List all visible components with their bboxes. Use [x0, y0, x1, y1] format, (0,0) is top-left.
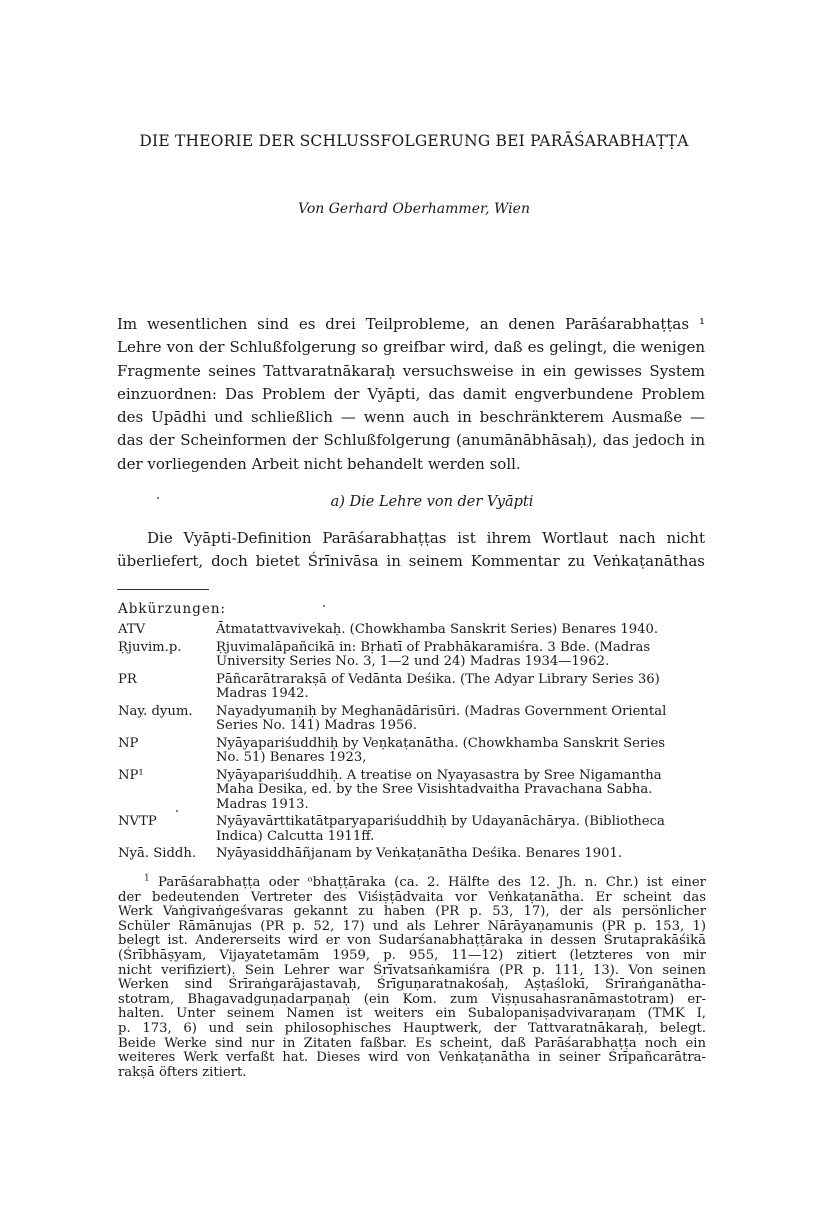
footnote-marker: 1: [144, 873, 150, 884]
footnote-line: stotram, Bhagavadguṇadarpaṇaḥ (ein Kom. zum Viṣṇusahasranāmastotram) er-: [118, 991, 706, 1007]
section-line: Die Vyāpti-Definition Parāśarabhaṭṭas ist ihrem Wortlaut nach nicht: [147, 529, 705, 547]
abbreviations-list: [118, 623, 708, 865]
intro-line: Lehre von der Schlußfolgerung so greifbar wird, daß es gelingt, die wenigen: [117, 338, 705, 357]
abbreviation-key: Nay. dyum.: [118, 703, 193, 719]
footnote-line: p. 173, 6) und sein philosophisches Hauptwerk, der Tattvaratnākaraḥ, belegt.: [118, 1020, 706, 1036]
abbreviation-entry: [118, 769, 708, 813]
abbreviation-key: Nyā. Siddh.: [118, 846, 197, 861]
abbreviation-text: Maha Desika, ed. by the Sree Visishtadvaitha Pravachana Sabha.: [216, 782, 653, 797]
author-line: Von Gerhard Oberhammer, Wien: [298, 201, 530, 217]
footnote-line: $^1$ Parāśarabhaṭṭa oder ᵒbhaṭṭāraka (ca. 2. Hälfte des 12. Jh. n. Chr.) ist einer: [144, 873, 706, 890]
abbreviation-key: NP: [118, 735, 139, 751]
print-speck: [176, 810, 178, 812]
abbreviation-text: Ātmatattvavivekaḥ. (Chowkhamba Sanskrit Series) Benares 1940.: [216, 622, 659, 637]
footnote-divider: [117, 589, 209, 590]
abbreviation-text: Nayadyumaṇiḥ by Meghanādārisūri. (Madras Government Oriental: [216, 703, 667, 719]
section-heading: a) Die Lehre von der Vyāpti: [330, 494, 534, 510]
abbreviation-key: NVTP: [118, 814, 157, 829]
footnote-line: Werken sind Śrīraṅgarājastavaḥ, Śrīguṇaratnakośaḥ, Aṣṭaślokī, Śrīraṅganātha-: [118, 977, 706, 993]
footnote-line: Beide Werke sind nur in Zitaten faßbar. Es scheint, daß Parāśarabhaṭṭa noch ein: [118, 1035, 706, 1051]
footnote-line: halten. Unter seinem Namen ist weiters ein Subalopaniṣadvivaraṇam (TMK I,: [118, 1006, 706, 1022]
abbreviation-key: ATV: [118, 622, 146, 637]
abbreviation-text: Nyāyasiddhāñjanam by Veṅkaṭanātha Deśika. Benares 1901.: [216, 846, 623, 861]
footnote-line: der bedeutenden Vertreter des Viśiṣṭādvaita vor Veṅkaṭanātha. Er scheint das: [118, 889, 706, 905]
abbreviations-heading: Abkürzungen:: [118, 601, 227, 617]
abbreviation-entry: [118, 815, 708, 844]
footnote-line: nicht verifiziert). Sein Lehrer war Śrīvatsaṅkamiśra (PR p. 111, 13). Von seinen: [118, 962, 706, 978]
footnote-line: Schüler Rāmānujas (PR p. 52, 17) und als Lehrer Nārāyaṇamunis (PR p. 153, 1): [118, 918, 706, 934]
intro-line: einzuordnen: Das Problem der Vyāpti, das damit engverbundene Problem: [117, 384, 705, 403]
abbreviation-text: Nyāyapariśuddhiḥ by Veṇkaṭanātha. (Chowkhamba Sanskrit Series: [216, 735, 666, 751]
abbreviation-entry: [118, 705, 708, 734]
print-speck: [323, 605, 325, 607]
intro-line: Fragmente seines Tattvaratnākaraḥ versuchsweise in ein gewisses System: [117, 361, 705, 380]
abbreviation-text: Madras 1913.: [216, 796, 309, 812]
abbreviation-text: Nyāyavārttikatātparyapariśuddhiḥ by Udayanāchārya. (Bibliotheca: [216, 814, 665, 829]
section-paragraph: [117, 527, 705, 574]
intro-line: Im wesentlichen sind es drei Teilprobleme, an denen Parāśarabhaṭṭas ¹: [117, 315, 705, 333]
abbreviation-entry: [118, 641, 708, 670]
abbreviation-key: PR: [118, 671, 137, 687]
abbreviation-text: Series No. 141) Madras 1956.: [216, 718, 417, 733]
abbreviation-text: Nyāyapariśuddhiḥ. A treatise on Nyayasastra by Sree Nigamantha: [216, 767, 662, 783]
abbreviation-text: Indica) Calcutta 1911ff.: [216, 828, 375, 844]
intro-line: der vorliegenden Arbeit nicht behandelt werden soll.: [117, 454, 521, 473]
footnote-line: belegt ist. Andererseits wird er von Sudarśanabhaṭṭāraka in dessen Śrutaprakāśikā: [118, 933, 706, 949]
footnote-line: weiteres Werk verfaßt hat. Dieses wird von Veṅkaṭanātha in seiner Śrīpañcarātra-: [118, 1050, 706, 1066]
abbreviation-key: NP¹: [118, 767, 144, 783]
print-speck: [157, 497, 159, 499]
intro-paragraph: [117, 313, 705, 476]
abbreviation-key: Ṛjuvim.p.: [118, 639, 182, 655]
abbreviation-text: Pāñcarātrarakṣā of Vedānta Deśika. (The Adyar Library Series 36): [216, 671, 660, 687]
abbreviation-entry: [118, 737, 708, 766]
abbreviation-text: No. 51) Benares 1923,: [216, 750, 367, 765]
footnote-line: (Śrībhāṣyam, Vijayatetamām 1959, p. 955, 11—12) zitiert (letzteres von mir: [118, 947, 706, 963]
footnote-line: rakṣā öfters zitiert.: [118, 1064, 247, 1080]
abbreviation-entry: [118, 847, 708, 862]
abbreviation-text: Madras 1942.: [216, 686, 309, 701]
footnote-line: Werk Vaṅgivaṅgeśvaras gekannt zu haben (PR p. 53, 17), der als persönlicher: [118, 904, 706, 920]
footnote: [118, 873, 706, 1080]
abbreviation-text: Ṛjuvimalāpañcikā in: Bṛhatī of Prabhākaramiśra. 3 Bde. (Madras: [216, 639, 651, 655]
intro-line: des Upādhi und schließlich — wenn auch in beschränkterem Ausmaße —: [117, 408, 705, 427]
section-line: überliefert, doch bietet Śrīnivāsa in seinem Kommentar zu Veṅkaṭanāthas: [117, 552, 705, 571]
intro-line: das der Scheinformen der Schlußfolgerung (anumānābhāsaḥ), das jedoch in: [117, 431, 705, 450]
abbreviation-text: University Series No. 3, 1—2 und 24) Madras 1934—1962.: [216, 654, 610, 669]
abbreviation-entry: [118, 673, 708, 702]
abbreviation-entry: [118, 623, 708, 638]
article-title: DIE THEORIE DER SCHLUSSFOLGERUNG BEI PARĀŚARABHAṬṬA: [139, 132, 689, 150]
